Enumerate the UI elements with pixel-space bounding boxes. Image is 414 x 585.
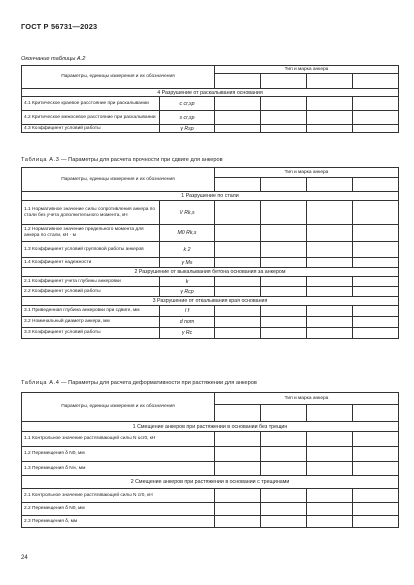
- table-a3: [21, 167, 399, 339]
- row-label: 2.2 Перемещения δ N0, мм: [22, 503, 215, 516]
- column-header-params: Параметры, единицы измерения и их обозначения: [22, 393, 215, 422]
- column-header-params: Параметры, единицы измерения и их обозначения: [22, 168, 215, 192]
- row-label: 3.1 Приведенная глубина анкеровки при сдвиге, мм: [22, 306, 160, 317]
- row-label: 2.1 Коэффициент учета глубины анкеровки: [22, 277, 160, 287]
- row-label: 2.1 Контрольное значение растягивающей силы N cr0, кН: [22, 489, 215, 503]
- row-label: 1.4 Коэффициент надежности: [22, 258, 160, 268]
- row-symbol: γ Ms: [160, 258, 215, 268]
- section-title: 2 Смещение анкеров при растяжении в основании с трещинами: [22, 476, 399, 489]
- row-symbol: c cr,sp: [160, 97, 215, 111]
- row-label: 1.2 Перемещения δ N0, мм: [22, 447, 215, 462]
- row-symbol: γ Rc: [160, 328, 215, 339]
- table-a2-continuation-caption: Окончание таблицы А.2: [21, 56, 86, 62]
- row-symbol: s cr,sp: [160, 111, 215, 125]
- row-symbol: V Rk,s: [160, 201, 215, 225]
- table-a4: [21, 392, 399, 528]
- table-a4-title: — Параметры для расчета деформативности при растяжении для анкеров: [59, 380, 257, 386]
- row-label: 4.3 Коэффициент условий работы: [22, 125, 160, 133]
- row-symbol: d nom: [160, 317, 215, 328]
- column-header-type: Тип и марка анкера: [215, 393, 399, 405]
- section-title: 4 Разрушение от раскалывания основания: [22, 89, 399, 97]
- row-symbol: k: [160, 277, 215, 287]
- row-label: 3.3 Коэффициент условий работы: [22, 328, 160, 339]
- row-label: 1.3 Коэффициент условий групповой работы анкеров: [22, 242, 160, 258]
- row-symbol: γ Rsp: [160, 125, 215, 133]
- row-label: 4.1 Критическое краевое расстояние при раскалывании: [22, 97, 160, 111]
- column-header-type: Тип и марка анкера: [215, 66, 399, 74]
- column-header-type: Тип и марка анкера: [215, 168, 399, 178]
- table-a3-title: — Параметры для расчета прочности при сдвиге для анкеров: [59, 157, 223, 163]
- section-title: 1 Смещение анкеров при растяжении в основании без трещин: [22, 422, 399, 432]
- row-label: 4.2 Критическое межосевое расстояние при раскалывании: [22, 111, 160, 125]
- section-title: 3 Разрушение от откалывания края основания: [22, 297, 399, 306]
- row-label: 2.3 Перемещения δ, мм: [22, 516, 215, 528]
- table-a3-caption: [21, 157, 223, 163]
- row-symbol: M0 Rk,s: [160, 225, 215, 242]
- row-label: 1.2 Нормативное значение предельного момента для анкера по стали, кН · м: [22, 225, 160, 242]
- row-label: 3.2 Номинальный диаметр анкера, мм: [22, 317, 160, 328]
- table-a3-label: Таблица А.3: [21, 157, 60, 163]
- row-symbol: γ Rcp: [160, 287, 215, 297]
- column-header-params: Параметры, единицы измерения и их обозначения: [22, 66, 215, 89]
- row-label: 2.2 Коэффициент условий работы: [22, 287, 160, 297]
- section-title: 1 Разрушение по стали: [22, 192, 399, 201]
- section-title: 2 Разрушение от выкалывания бетона основания за анкером: [22, 268, 399, 277]
- row-symbol: k 2: [160, 242, 215, 258]
- row-label: 1.1 Нормативное значение силы сопротивления анкера по стали без учета дополнительного момента, кН: [22, 201, 160, 225]
- page-number: 24: [21, 555, 28, 561]
- table-a2: [21, 65, 399, 133]
- row-symbol: l f: [160, 306, 215, 317]
- running-header: ГОСТ Р 56731—2023: [21, 22, 98, 31]
- row-label: 1.3 Перемещения δ N∞, мм: [22, 462, 215, 476]
- table-a4-caption: [21, 380, 257, 386]
- table-a4-label: Таблица А.4: [21, 380, 60, 386]
- row-label: 1.1 Контрольное значение растягивающей силы N ucr0, кН: [22, 432, 215, 447]
